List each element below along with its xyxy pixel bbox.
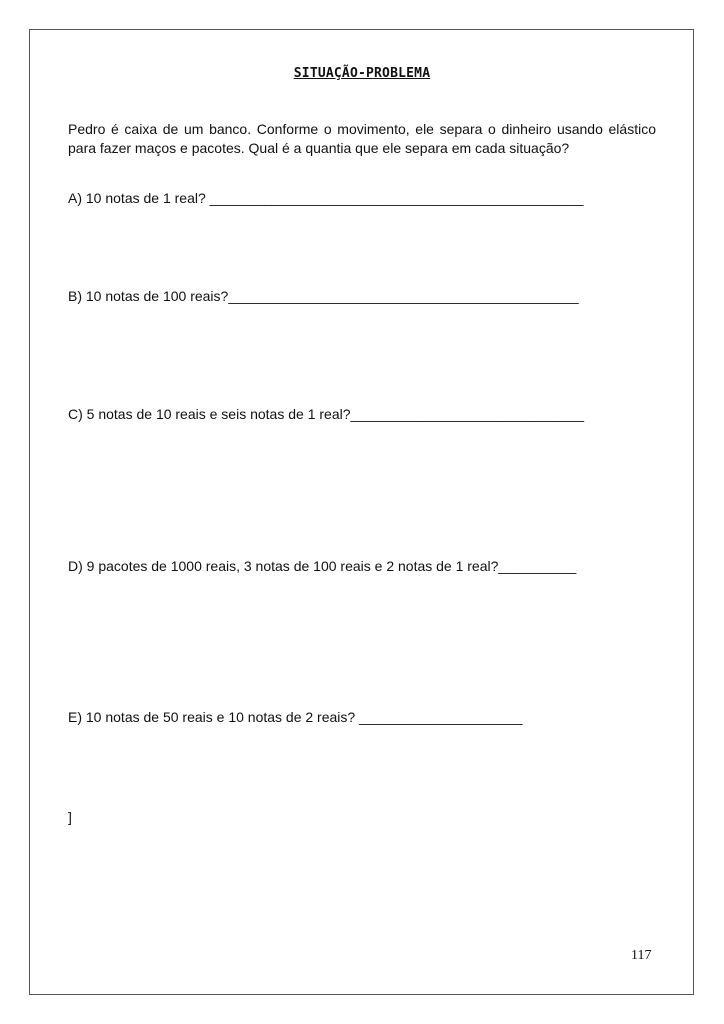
question-c: C) 5 notas de 10 reais e seis notas de 1 real?______________________________: [68, 406, 585, 422]
question-b: B) 10 notas de 100 reais?_____________________________________________: [68, 288, 579, 304]
stray-bracket: ]: [68, 809, 72, 825]
question-e: E) 10 notas de 50 reais e 10 notas de 2 reais? _____________________: [68, 709, 523, 725]
question-a: A) 10 notas de 1 real? ________________________________________________: [68, 190, 584, 206]
page-border: [29, 29, 694, 995]
problem-intro: Pedro é caixa de um banco. Conforme o movimento, ele separa o dinheiro usando elástico para fazer maços e pacotes. Qual é a quantia que ele separa em cada situação?: [68, 121, 656, 156]
question-d: D) 9 pacotes de 1000 reais, 3 notas de 100 reais e 2 notas de 1 real?__________: [68, 558, 577, 574]
page-title: SITUAÇÃO-PROBLEMA: [293, 66, 431, 81]
page-number: 117: [631, 948, 652, 963]
